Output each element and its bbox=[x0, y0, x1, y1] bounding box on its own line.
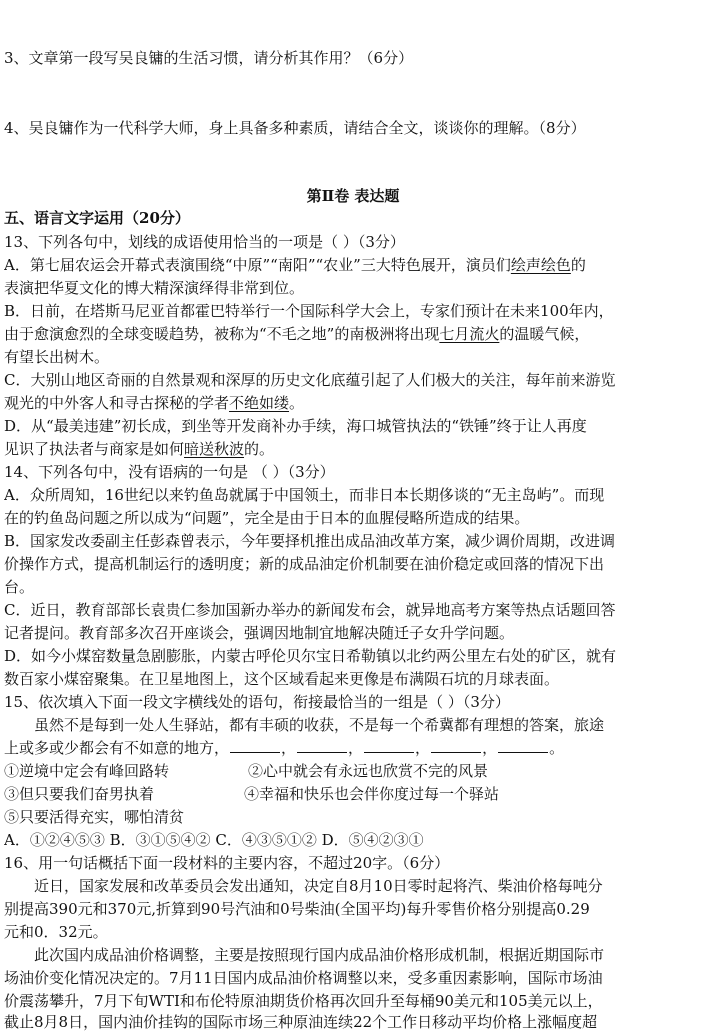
fill-blank bbox=[431, 736, 481, 753]
q14-option-c-line1: C．近日，教育部部长袁贵仁参加国新办举办的新闻发布会，就异地高考方案等热点话题回答 bbox=[4, 601, 616, 619]
q13-option-a-line1 bbox=[4, 253, 704, 277]
fill-blank bbox=[364, 736, 414, 753]
q16-passage-line6: 价震荡攀升，7月下旬WTI和布伦特原油期货价格再次回升至每桶90美元和105美元以上， bbox=[4, 992, 603, 1010]
q14-option-b-line1: B．国家发改委副主任彭森曾表示，今年要择机推出成品油改革方案，减少调价周期，改进调 bbox=[4, 532, 616, 550]
q15-stem: 15、依次填入下面一段文字横线处的语句，衔接最恰当的一组是（ ）（3分） bbox=[4, 693, 510, 711]
comma: ， bbox=[482, 739, 498, 757]
fill-blank bbox=[498, 736, 548, 753]
option-3: ③但只要我们奋男执着 bbox=[4, 785, 155, 803]
q13-option-c-line2 bbox=[4, 391, 704, 415]
text: 上或多或少都会有不如意的地方， bbox=[4, 739, 230, 757]
question-4: 4、吴良镛作为一代科学大师，身上具备多种素质，请结合全文，谈谈你的理解。（8分） bbox=[4, 119, 586, 137]
text: 见识了执法者与商家是如何 bbox=[4, 440, 185, 458]
comma: ， bbox=[281, 739, 297, 757]
q14-option-a-line1: A．众所周知，16世纪以来钓鱼岛就属于中国领土，而非日本长期侈谈的“无主岛屿”。而现 bbox=[4, 486, 605, 504]
comma: ， bbox=[415, 739, 431, 757]
q13-option-b-line1: B．日前，在塔斯马尼亚首都霍巴特举行一个国际科学大会上，专家们预计在未来100年内， bbox=[4, 302, 614, 320]
q16-passage-line7: 截止8月8日，国内油价挂钩的国际市场三种原油连续22个工作日移动平均价格上涨幅度超 bbox=[4, 1013, 598, 1031]
q14-option-c-line2: 记者提问。教育部多次召开座谈会，强调因地制宜地解决随迁子女升学问题。 bbox=[4, 624, 515, 642]
text: 。 bbox=[289, 394, 305, 412]
q13-stem: 13、下列各句中，划线的成语使用恰当的一项是（ ）（3分） bbox=[4, 233, 405, 251]
text: 的。 bbox=[244, 440, 275, 458]
q14-option-d-line2: 数百家小煤窑聚集。在卫星地图上，这个区域看起来更像是布满陨石坑的月球表面。 bbox=[4, 670, 560, 688]
underlined-idiom: 不绝如缕 bbox=[229, 394, 290, 412]
option-4: ④幸福和快乐也会伴你度过每一个驿站 bbox=[244, 785, 500, 803]
option-1: ①逆境中定会有峰回路转 bbox=[4, 762, 170, 780]
q14-option-a-line2: 在的钓鱼岛问题之所以成为“问题”，完全是由于日本的血腥侵略所造成的结果。 bbox=[4, 509, 530, 527]
q15-passage-line2 bbox=[4, 736, 704, 760]
q15-options-row2 bbox=[4, 782, 704, 806]
underlined-idiom: 七月流火 bbox=[439, 325, 500, 343]
q13-option-d-line2 bbox=[4, 437, 704, 461]
q16-passage-line5: 场油价变化情况决定的。7月11日国内成品油价格调整以来，受多重因素影响，国际市场油 bbox=[4, 969, 603, 987]
q16-passage-line1: 近日，国家发展和改革委员会发出通知，决定自8月10日零时起将汽、柴油价格每吨分 bbox=[34, 877, 603, 895]
text: A．第七届农运会开幕式表演围绕“中原”“南阳”“农业”三大特色展开，演员们 bbox=[4, 256, 511, 274]
q14-option-b-line2: 价操作方式，提高机制运行的透明度；新的成品油定价机制要在油价稳定或回落的情况下出 bbox=[4, 555, 605, 573]
text: 由于愈演愈烈的全球变暖趋势，被称为“不毛之地”的南极洲将出现 bbox=[4, 325, 440, 343]
q13-option-a-line2: 表演把华夏文化的博大精深演绎得非常到位。 bbox=[4, 279, 305, 297]
q16-passage-line4: 此次国内成品油价格调整，主要是按照现行国内成品油价格形成机制，根据近期国际市 bbox=[34, 946, 605, 964]
part-title: 五、语言文字运用（20分） bbox=[4, 209, 190, 227]
q16-passage-line2: 别提高390元和370元,折算到90号汽油和0号柴油(全国平均)每升零售价格分别提高0.29 bbox=[4, 900, 590, 918]
section-title: 第Ⅱ卷 表达题 bbox=[306, 187, 400, 205]
q16-passage-line3: 元和0．32元。 bbox=[4, 923, 108, 941]
fill-blank bbox=[297, 736, 347, 753]
period: 。 bbox=[549, 739, 565, 757]
q14-stem: 14、下列各句中，没有语病的一句是 （ ）（3分） bbox=[4, 463, 335, 481]
q15-option-5: ⑤只要活得充实，哪怕清贫 bbox=[4, 808, 185, 826]
underlined-idiom: 绘声绘色 bbox=[510, 256, 571, 274]
fill-blank bbox=[230, 736, 280, 753]
q16-stem: 16、用一句话概括下面一段材料的主要内容，不超过20字。（6分） bbox=[4, 854, 450, 872]
text: 的温暖气候， bbox=[499, 325, 590, 343]
comma: ， bbox=[348, 739, 364, 757]
underlined-idiom: 暗送秋波 bbox=[184, 440, 245, 458]
text: 的 bbox=[570, 256, 586, 274]
q13-option-b-line2 bbox=[4, 322, 704, 346]
q14-option-d-line1: D．如今小煤窑数量急剧膨胀，内蒙古呼伦贝尔宝日希勒镇以北约两公里左右处的矿区，就有 bbox=[4, 647, 617, 665]
q15-passage-line1: 虽然不是每到一处人生驿站，都有丰硕的收获，不是每一个希冀都有理想的答案，旅途 bbox=[34, 716, 605, 734]
option-2: ②心中就会有永远也欣赏不完的风景 bbox=[248, 762, 489, 780]
q13-option-c-line1: C．大别山地区奇丽的自然景观和深厚的历史文化底蕴引起了人们极大的关注，每年前来游览 bbox=[4, 371, 616, 389]
q14-option-b-line3: 台。 bbox=[4, 578, 35, 596]
q13-option-d-line1: D．从“最美违建”初长成，到坐等开发商补办手续，海口城管执法的“铁锤”终于让人再度 bbox=[4, 417, 587, 435]
q15-choices: A．①②④⑤③ B．③①⑤④② C．④③⑤①② D．⑤④②③① bbox=[4, 831, 424, 849]
question-3: 3、文章第一段写吴良镛的生活习惯，请分析其作用？（6分） bbox=[4, 49, 414, 67]
text: 观光的中外客人和寻古探秘的学者 bbox=[4, 394, 230, 412]
q15-options-row1 bbox=[4, 759, 704, 783]
q13-option-b-line3: 有望长出树木。 bbox=[4, 348, 110, 366]
